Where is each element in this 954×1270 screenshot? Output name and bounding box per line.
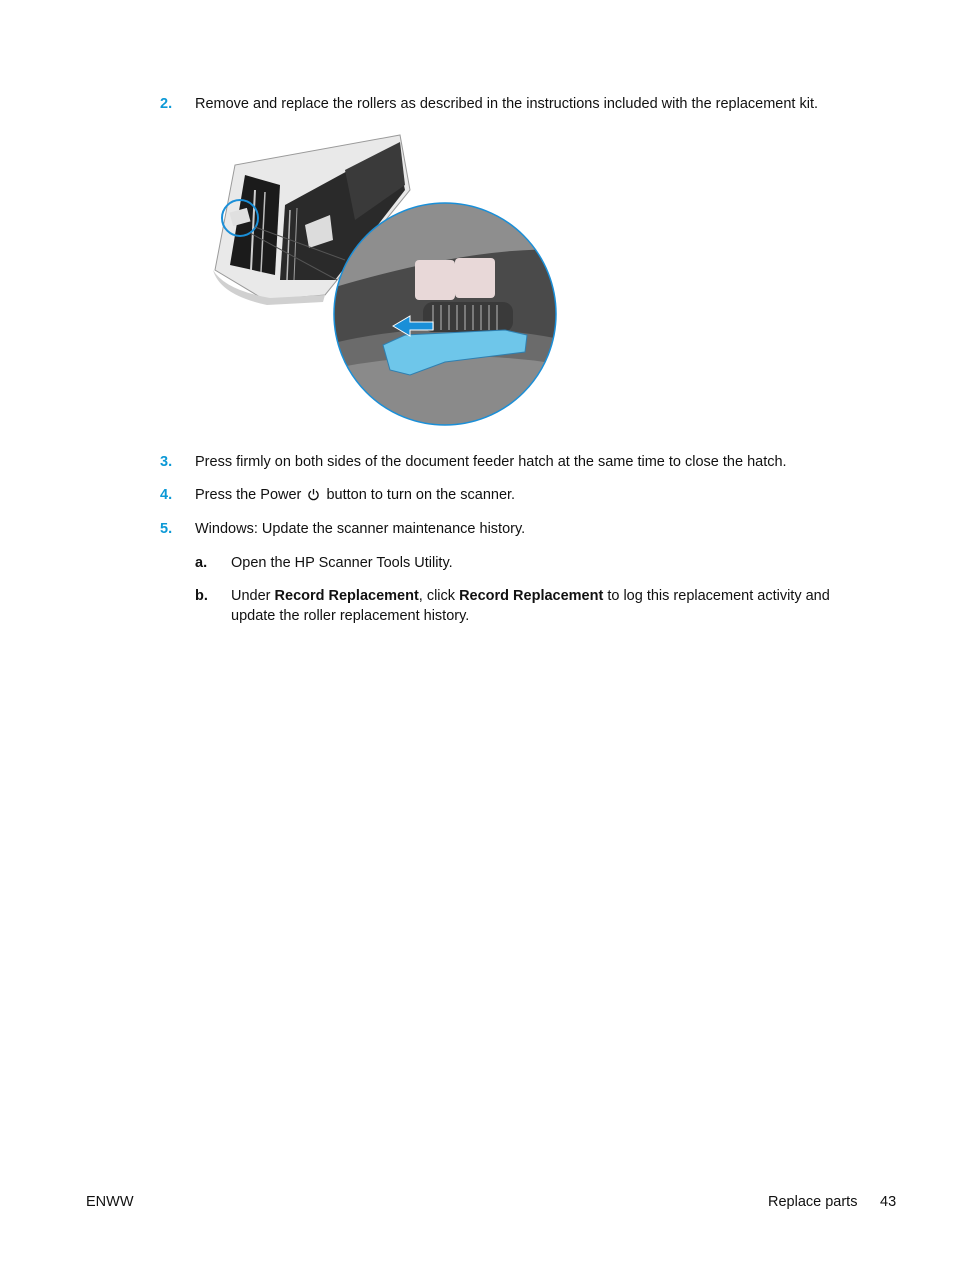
substep-letter: a.	[195, 555, 208, 571]
substep-text-line2: update the roller replacement history.	[231, 608, 470, 624]
step-text-before: Press the Power	[195, 487, 302, 503]
page-number: 43	[880, 1194, 897, 1210]
footer-section: Replace parts	[768, 1194, 858, 1210]
step-text-after: button to turn on the scanner.	[326, 487, 516, 503]
substep-text-part: Under	[231, 588, 275, 604]
substep-text-part: , click	[418, 588, 460, 604]
record-replacement-button-label: Record Replacement	[459, 588, 604, 604]
step-number: 5.	[160, 521, 173, 537]
step-text: Press firmly on both sides of the document feeder hatch at the same time to close the hatch.	[195, 454, 787, 470]
substep-text-part: to log this replacement activity and	[603, 588, 830, 604]
step-text: Remove and replace the rollers as described in the instructions included with the replacement kit.	[195, 96, 819, 112]
power-icon	[307, 488, 320, 501]
step-text	[195, 485, 515, 505]
step-number: 3.	[160, 454, 173, 470]
substep-text: Open the HP Scanner Tools Utility.	[231, 555, 453, 571]
roller-replacement-illustration	[205, 130, 565, 430]
footer-left: ENWW	[86, 1194, 134, 1210]
step-number: 4.	[160, 487, 173, 503]
step-number: 2.	[160, 96, 173, 112]
step-text: Windows: Update the scanner maintenance history.	[195, 521, 526, 537]
substep-text	[231, 586, 830, 606]
substep-letter: b.	[195, 588, 208, 604]
record-replacement-label: Record Replacement	[274, 588, 419, 604]
